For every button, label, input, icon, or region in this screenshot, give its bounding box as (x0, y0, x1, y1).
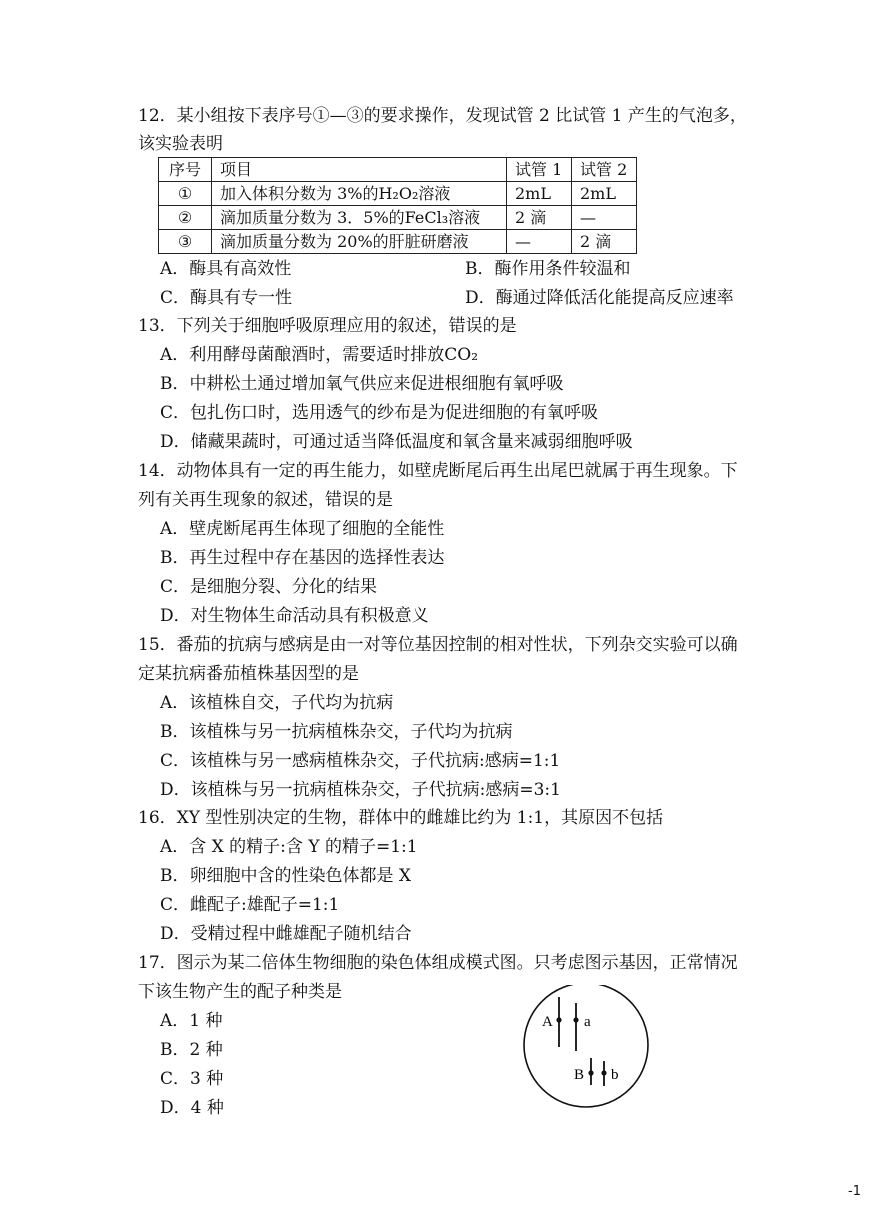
table-header-cell: 试管 2 (572, 158, 637, 182)
table-cell: 2mL (572, 182, 637, 206)
q15-option-c: C．该植株与另一感病植株杂交，子代抗病:感病=1:1 (160, 751, 561, 771)
locus-B (588, 1070, 593, 1075)
table-row (159, 230, 637, 254)
q12-stem-line2: 该实验表明 (138, 134, 223, 154)
table-cell: 2mL (507, 182, 572, 206)
gene-label-b: b (611, 1067, 619, 1083)
locus-A (556, 1017, 561, 1022)
q16-option-b: B．卵细胞中含的性染色体都是 X (160, 866, 411, 886)
gene-label-A: A (542, 1014, 553, 1030)
q16-stem: 16．XY 型性别决定的生物，群体中的雌雄比约为 1:1，其原因不包括 (138, 808, 664, 828)
chromosome-diagram (522, 985, 652, 1113)
q14-option-c: C．是细胞分裂、分化的结果 (160, 577, 378, 597)
q16-option-d: D．受精过程中雌雄配子随机结合 (160, 924, 412, 944)
q17-option-c: C．3 种 (160, 1069, 224, 1089)
locus-a (573, 1017, 578, 1022)
table-cell: ② (159, 206, 212, 230)
table-row (159, 206, 637, 230)
table-cell: — (507, 230, 572, 254)
q14-option-d: D．对生物体生命活动具有积极意义 (160, 606, 429, 626)
q13-option-d: D．储藏果蔬时，可通过适当降低温度和氧含量来减弱细胞呼吸 (160, 432, 633, 452)
q16-option-c: C．雌配子:雄配子=1:1 (160, 895, 340, 915)
q12-option-a: A．酶具有高效性 (160, 259, 292, 279)
gene-label-B: B (574, 1067, 585, 1083)
q12-option-d: D．酶通过降低活化能提高反应速率 (465, 288, 734, 308)
q15-option-b: B．该植株与另一抗病植株杂交，子代均为抗病 (160, 722, 513, 742)
q15-option-a: A．该植株自交，子代均为抗病 (160, 693, 394, 713)
q17-stem-line2: 下该生物产生的配子种类是 (138, 982, 342, 1002)
table-cell: 2 滴 (572, 230, 637, 254)
q14-option-b: B．再生过程中存在基因的选择性表达 (160, 548, 445, 568)
table-cell: 滴加质量分数为 3．5%的FeCl₃溶液 (212, 206, 507, 230)
q14-stem-line1: 14．动物体具有一定的再生能力，如壁虎断尾后再生出尾巴就属于再生现象。下 (138, 461, 738, 481)
q15-stem-line2: 定某抗病番茄植株基因型的是 (138, 664, 359, 684)
q14-option-a: A．壁虎断尾再生体现了细胞的全能性 (160, 519, 445, 539)
locus-b (601, 1070, 606, 1075)
q13-option-b: B．中耕松土通过增加氧气供应来促进根细胞有氧呼吸 (160, 374, 564, 394)
q12-option-b: B．酶作用条件较温和 (465, 259, 631, 279)
table-cell: 滴加质量分数为 20%的肝脏研磨液 (212, 230, 507, 254)
cell-outline (524, 985, 648, 1107)
q14-stem-line2: 列有关再生现象的叙述，错误的是 (138, 490, 393, 510)
q13-stem: 13．下列关于细胞呼吸原理应用的叙述，错误的是 (138, 316, 517, 336)
table-cell: 加入体积分数为 3%的H₂O₂溶液 (212, 182, 507, 206)
q17-stem-line1: 17．图示为某二倍体生物细胞的染色体组成模式图。只考虑图示基因，正常情况 (138, 953, 738, 973)
table-cell: ① (159, 182, 212, 206)
q17-option-a: A．1 种 (160, 1011, 223, 1031)
table-header-cell: 项目 (212, 158, 507, 182)
table-cell: — (572, 206, 637, 230)
page-number: -1 (848, 1184, 861, 1199)
table-cell: ③ (159, 230, 212, 254)
q13-option-c: C．包扎伤口时，选用透气的纱布是为促进细胞的有氧呼吸 (160, 403, 599, 423)
q13-option-a: A．利用酵母菌酿酒时，需要适时排放CO₂ (160, 345, 479, 365)
table-cell: 2 滴 (507, 206, 572, 230)
table-header-row (159, 158, 637, 182)
table-header-cell: 序号 (159, 158, 212, 182)
gene-label-a: a (584, 1014, 591, 1030)
table-header-cell: 试管 1 (507, 158, 572, 182)
q17-option-d: D．4 种 (160, 1098, 224, 1118)
q16-option-a: A．含 X 的精子:含 Y 的精子=1:1 (160, 837, 418, 857)
q12-option-c: C．酶具有专一性 (160, 288, 293, 308)
q15-stem-line1: 15．番茄的抗病与感病是由一对等位基因控制的相对性状，下列杂交实验可以确 (138, 635, 738, 655)
table-row (159, 182, 637, 206)
q15-option-d: D．该植株与另一抗病植株杂交，子代抗病:感病=3:1 (160, 780, 561, 800)
experiment-table (158, 157, 637, 254)
q17-option-b: B．2 种 (160, 1040, 223, 1060)
q12-stem-line1: 12．某小组按下表序号①—③的要求操作，发现试管 2 比试管 1 产生的气泡多， (138, 106, 747, 126)
